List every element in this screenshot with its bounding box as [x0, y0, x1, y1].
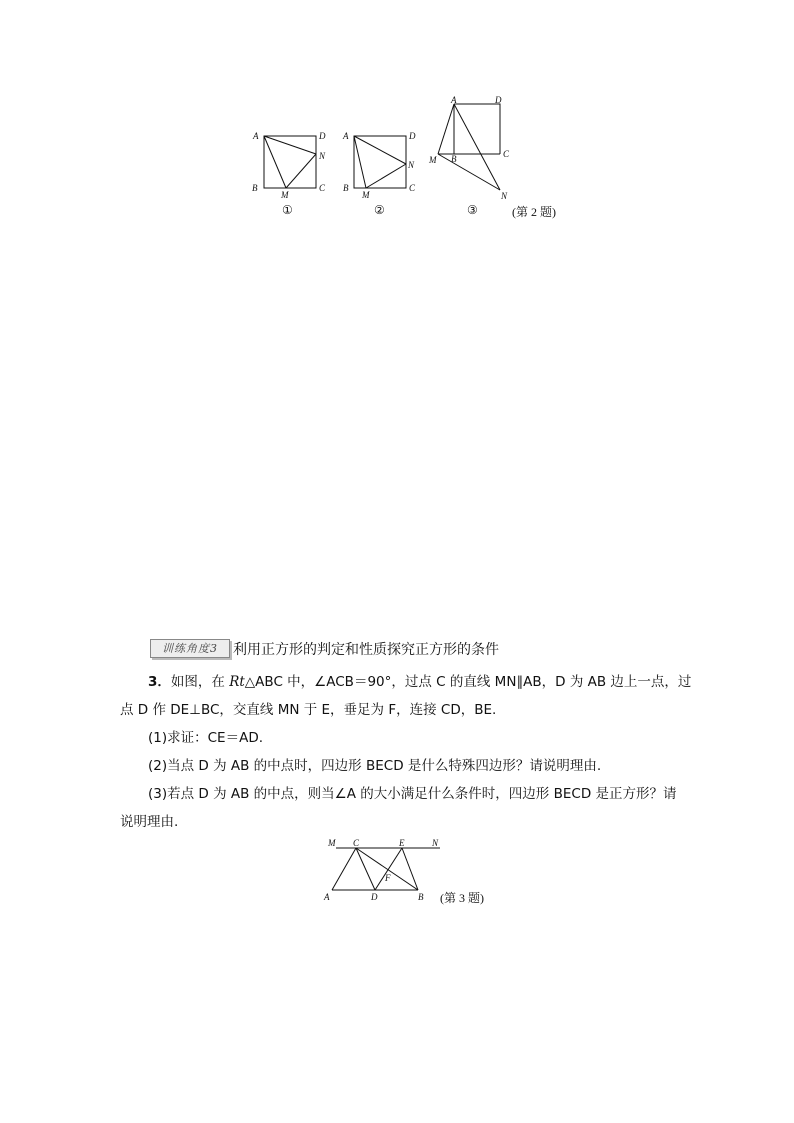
figure-number-2: ② [374, 203, 385, 217]
figure-q2-2 [340, 128, 424, 200]
label-a: A [451, 96, 457, 105]
label-b: B [451, 154, 457, 164]
question3-part3-cont: 说明理由. [120, 814, 179, 830]
label-d: D [319, 131, 326, 141]
label-d: D [495, 96, 502, 105]
label-c: C [409, 183, 416, 193]
question3-part1: (1)求证：CE＝AD. [148, 730, 264, 746]
label-n: N [432, 838, 439, 848]
label-m: M [281, 190, 289, 200]
figure-number-1: ① [282, 203, 293, 217]
figure-q2-1 [248, 128, 332, 200]
label-c: C [319, 183, 326, 193]
label-b: B [343, 183, 349, 193]
label-c: C [353, 838, 360, 848]
section-title: 利用正方形的判定和性质探究正方形的条件 [233, 642, 499, 658]
label-b: B [418, 892, 424, 902]
label-n: N [319, 151, 326, 161]
figure-number-3: ③ [467, 203, 478, 217]
label-m: M [362, 190, 370, 200]
label-f: F [385, 873, 391, 883]
label-m: M [328, 838, 336, 848]
label-n: N [501, 191, 508, 201]
label-a: A [343, 131, 349, 141]
question3-line2: 点 D 作 DE⊥BC，交直线 MN 于 E，垂足为 F，连接 CD，BE. [120, 702, 497, 718]
label-a: A [253, 131, 259, 141]
label-a: A [324, 892, 330, 902]
question3-line1: 3．如图，在 Rt△ABC 中，∠ACB＝90°，过点 C 的直线 MN∥AB，D 为 AB 边上一点，过 [148, 674, 692, 690]
label-n: N [408, 160, 415, 170]
label-m: M [429, 155, 437, 165]
figure-q3 [322, 836, 442, 906]
figure-q2-3 [428, 96, 518, 206]
label-b: B [252, 183, 258, 193]
label-c: C [503, 149, 510, 159]
question3-part3: (3)若点 D 为 AB 的中点，则当∠A 的大小满足什么条件时，四边形 BECD 是正方形？请 [148, 786, 677, 802]
figure-caption-q2: (第 2 题) [512, 205, 556, 219]
square-abcd [264, 136, 316, 188]
label-d: D [409, 131, 416, 141]
question3-part2: (2)当点 D 为 AB 的中点时，四边形 BECD 是什么特殊四边形？请说明理由. [148, 758, 602, 774]
figure-caption-q3: (第 3 题) [440, 891, 484, 905]
question-number: 3． [148, 674, 171, 690]
training-angle-badge: 训练角度3 [150, 639, 230, 658]
label-e: E [399, 838, 405, 848]
label-d: D [371, 892, 378, 902]
